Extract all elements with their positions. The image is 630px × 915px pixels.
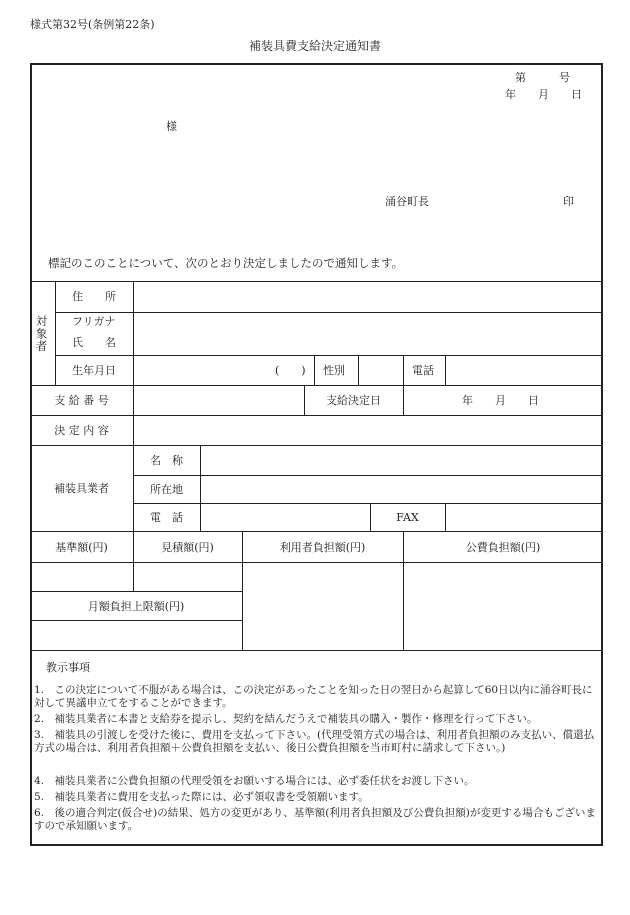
vendor-phone-label: 電 話 (150, 511, 183, 524)
instructions-heading: 教示事項 (46, 661, 90, 674)
document-date-label: 年 月 日 (505, 88, 582, 101)
intro-text: 標記のこのことについて、次のとおり決定しましたので通知します。 (48, 256, 404, 270)
document-number-label: 第 号 (515, 71, 570, 84)
sex-label: 性別 (323, 364, 345, 377)
payment-date-value: 年 月 日 (462, 394, 539, 407)
age-parenthesis: ( ) (275, 364, 306, 377)
instruction-item: 1. この決定について不服がある場合は、この決定があったことを知った日の翌日から起算して60日以内に涌谷町長に対して異議申立てをすることができます。 (34, 684, 593, 709)
instruction-item: 4. 補装具業者に公費負担額の代理受領をお願いする場合には、必ず委任状をお渡し下さい。 (34, 775, 475, 787)
instruction-item: 6. 後の適合判定(仮合せ)の結果、処方の変更があり、基準額(利用者負担額及び公費負担額)が変更する場合もございますので承知願います。 (34, 807, 596, 832)
form-number: 様式第32号(条例第22条) (30, 18, 155, 31)
name-label: 氏 名 (72, 336, 116, 349)
user-burden-header: 利用者負担額(円) (279, 541, 366, 554)
public-burden-header: 公費負担額(円) (465, 541, 541, 554)
vendor-group-label: 補装具業者 (54, 482, 109, 495)
phone-label: 電話 (412, 364, 434, 377)
issuer-name: 涌谷町長 (385, 195, 429, 208)
decision-label: 決 定 内 容 (54, 424, 109, 437)
monthly-cap-header: 月額負担上限額(円) (87, 600, 185, 613)
vendor-name-label: 名 称 (150, 454, 183, 467)
instruction-item: 3. 補装具の引渡しを受けた後に、費用を支払って下さい。(代理受領方式の場合は、利用者負担額のみ支払い、償還払方式の場合は、利用者負担額＋公費負担額を支払い、後日公費負担額を当市町村に請求して下さい。) (34, 729, 595, 754)
estimate-amount-header: 見積額(円) (161, 541, 214, 554)
furigana-label: フリガナ (72, 315, 116, 328)
instruction-item: 2. 補装具業者に本書と支給券を提示し、契約を結んだうえで補装具の購入・製作・修理を行って下さい。 (34, 713, 538, 725)
document-title: 補装具費支給決定通知書 (248, 39, 381, 53)
instruction-item: 5. 補装具業者に費用を支払った際には、必ず領収書を受領願います。 (34, 791, 369, 803)
standard-amount-header: 基準額(円) (55, 541, 108, 554)
seal-mark: 印 (563, 195, 574, 208)
vendor-location-label: 所在地 (150, 483, 183, 496)
address-label: 住 所 (72, 290, 116, 303)
payment-number-label: 支 給 番 号 (54, 394, 109, 407)
payment-date-label: 支給決定日 (326, 394, 381, 407)
birthdate-label: 生年月日 (72, 364, 116, 377)
subject-group-label: 対象者 (34, 315, 49, 353)
addressee-suffix: 様 (166, 120, 177, 133)
vendor-fax-label: FAX (396, 511, 419, 524)
